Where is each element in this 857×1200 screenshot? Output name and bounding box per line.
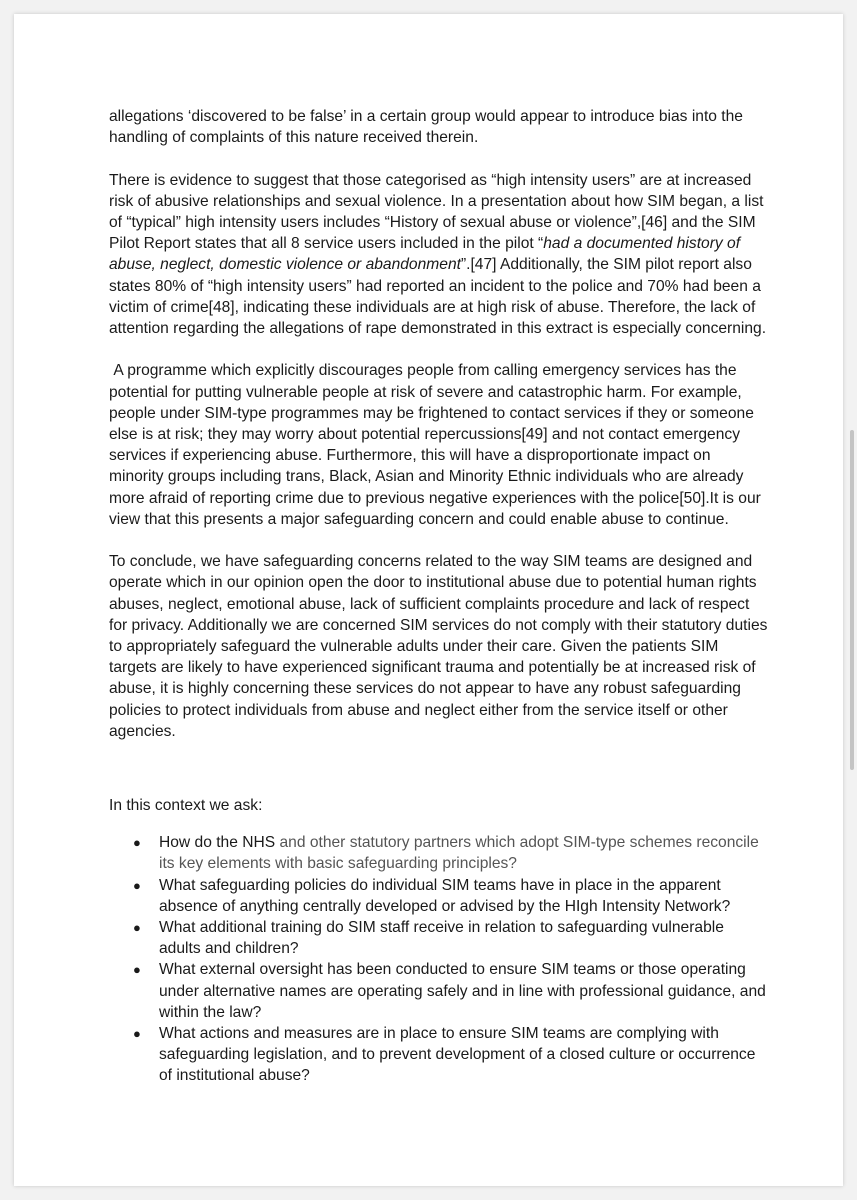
list-item bbox=[109, 1023, 769, 1087]
question-text: What external oversight has been conducted to ensure SIM teams or those operating under alternative names are operating safely and in line with professional guidance, and within the law? bbox=[159, 961, 766, 1021]
questions-list bbox=[109, 832, 769, 1086]
question-text: What actions and measures are in place to ensure SIM teams are complying with safeguarding legislation, and to prevent development of a closed culture or occurrence of institutional abuse? bbox=[159, 1025, 756, 1085]
paragraph-conclusion: To conclude, we have safeguarding concerns related to the way SIM teams are designed and operate which in our opinion open the door to institutional abuse due to potential human rights abuses, neglect, emotional abuse, lack of sufficient complaints procedure and lack of respect for privacy. Additionally we are concerned SIM services do not comply with their statutory duties to appropriately safeguard the vulnerable adults under their care. Given the patients SIM targets are likely to have experienced significant trauma and potentially be at increased risk of abuse, it is highly concerning these services do not appear to have any robust safeguarding policies to protect individuals from abuse and neglect either from the service itself or other agencies. bbox=[109, 553, 768, 740]
paragraph-high-intensity-users bbox=[109, 170, 769, 340]
pilot-report-quote: had a documented history of abuse, neglect, domestic violence or abandonment bbox=[109, 235, 741, 274]
bullet-icon: ● bbox=[133, 835, 141, 851]
document-page bbox=[14, 14, 843, 1186]
paragraph-bias: allegations ‘discovered to be false’ in a certain group would appear to introduce bias into the handling of complaints of this nature received therein. bbox=[109, 108, 743, 147]
questions-intro: In this context we ask: bbox=[109, 797, 263, 815]
paragraph-emergency-services: A programme which explicitly discourages people from calling emergency services has the potential for putting vulnerable people at risk of severe and catastrophic harm. For example, people under SIM-type programmes may be frightened to contact services if they or someone else is at risk; they may worry about potential repercussions[49] and not contact emergency services if experiencing abuse. Furthermore, this will have a disproportionate impact on minority groups including trans, Black, Asian and Minority Ethnic individuals who are already more afraid of reporting crime due to previous negative experiences with the police[50].It is our view that this presents a major safeguarding concern and could enable abuse to continue. bbox=[109, 362, 766, 528]
question-text: What safeguarding policies do individual SIM teams have in place in the apparent absence of anything centrally developed or advised by the HIgh Intensity Network? bbox=[159, 876, 731, 915]
paragraph-text: ”.[47] Additionally, the SIM pilot report also states 80% of “high intensity users” had reported an incident to the police and 70% had been a victim of crime[48], indicating these individuals are at high risk of abuse. Therefore, the lack of attention regarding the allegations of rape demonstrated in this extract is especially concerning. bbox=[109, 256, 767, 338]
paragraph-text: There is evidence to suggest that those categorised as “high intensity users” are at increased risk of abusive relationships and sexual violence. In a presentation about how SIM began, a list of “typical” high intensity users includes “History of sexual abuse or violence”,[46] and the SIM Pilot Report states that all 8 service users included in the pilot “ bbox=[109, 171, 764, 253]
bullet-icon: ● bbox=[133, 1026, 141, 1042]
scrollbar-thumb[interactable] bbox=[850, 430, 854, 770]
question-text: What additional training do SIM staff receive in relation to safeguarding vulnerable adults and children? bbox=[159, 919, 724, 958]
list-item bbox=[109, 875, 769, 917]
document-body bbox=[109, 106, 769, 1087]
list-item bbox=[109, 917, 769, 959]
question-text: How do the NHS bbox=[159, 834, 276, 852]
scrollbar[interactable] bbox=[847, 430, 857, 770]
question-text: and other statutory partners which adopt SIM-type schemes reconcile its key elements with basic safeguarding principles? bbox=[159, 834, 759, 873]
list-item bbox=[109, 959, 769, 1023]
bullet-icon: ● bbox=[133, 962, 141, 978]
bullet-icon: ● bbox=[133, 877, 141, 893]
bullet-icon: ● bbox=[133, 920, 141, 936]
list-item bbox=[109, 832, 769, 874]
